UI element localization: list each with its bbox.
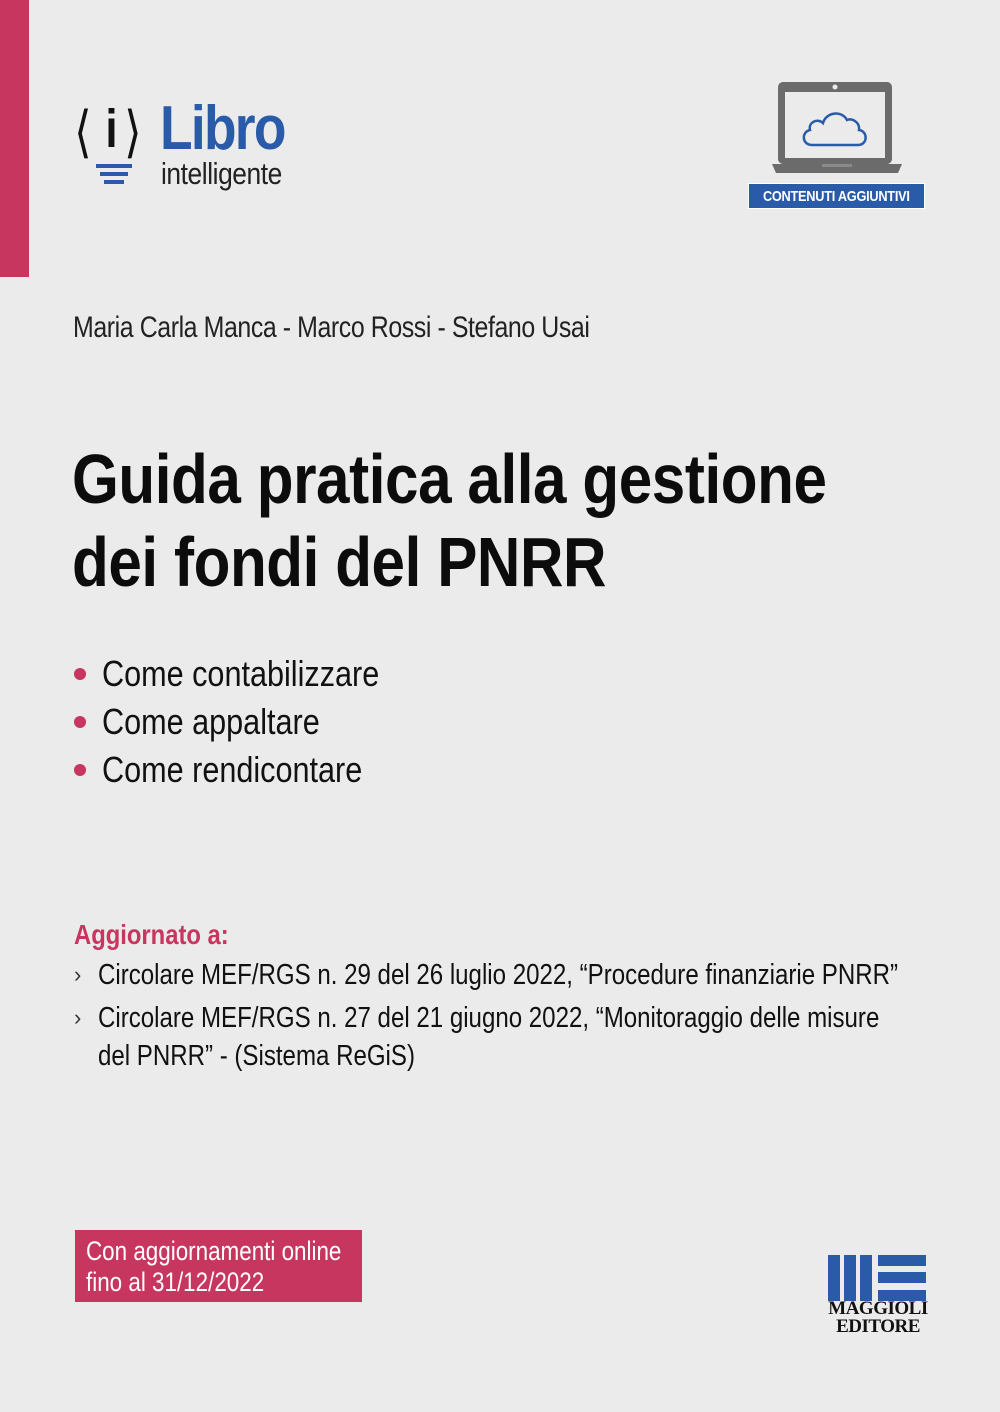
updated-item-text: Circolare MEF/RGS n. 29 del 26 luglio 2022, “Procedure finanziarie PNRR” [98,959,899,991]
logo-brand: Libro [160,94,285,163]
list-item [74,746,428,794]
badge-label: CONTENUTI AGGIUNTIVI [763,187,910,205]
updated-item-text: Circolare MEF/RGS n. 27 del 21 giugno 2022, “Monitoraggio delle misure del PNRR” - (Sistema ReGiS) [98,1002,880,1072]
logo-bracket-right: ⟩ [124,100,142,163]
ilibro-logo [74,94,314,198]
lightbulb-icon [96,164,132,188]
list-item [74,650,428,698]
list-item [74,698,428,746]
chevron-right-icon: › [74,962,82,987]
book-title [72,438,827,604]
online-box-line-2: fino al 31/12/2022 [86,1267,265,1297]
logo-i: i [105,99,118,159]
publisher-line-2: EDITORE [836,1316,920,1337]
updated-list [74,956,1000,1080]
publisher-line-1: MAGGIOLI [828,1298,928,1319]
accent-bar [0,0,29,277]
updated-heading: Aggiornato a: [74,919,229,950]
publisher-name [828,1300,928,1336]
contenuti-aggiuntivi-badge [748,183,925,209]
bullet-text: Come contabilizzare [102,653,380,694]
online-updates-box [75,1230,362,1302]
laptop-cloud-icon [770,80,904,180]
chevron-right-icon: › [74,1005,82,1030]
title-line-1: Guida pratica alla gestione [72,440,827,518]
list-item [74,956,1000,994]
authors: Maria Carla Manca - Marco Rossi - Stefano Usai [73,311,590,344]
title-line-2: dei fondi del PNRR [72,523,607,601]
logo-bracket-left: ⟨ [74,100,92,163]
bullet-text: Come appaltare [102,701,320,742]
maggioli-logo-icon [828,1255,926,1301]
feature-list [74,650,428,794]
online-box-line-1: Con aggiornamenti online [86,1236,342,1266]
bullet-icon [74,668,86,680]
list-item [74,999,1000,1075]
bullet-text: Come rendicontare [102,749,363,790]
publisher-logo [828,1255,928,1340]
bullet-icon [74,764,86,776]
bullet-icon [74,716,86,728]
logo-tagline: intelligente [161,156,282,191]
